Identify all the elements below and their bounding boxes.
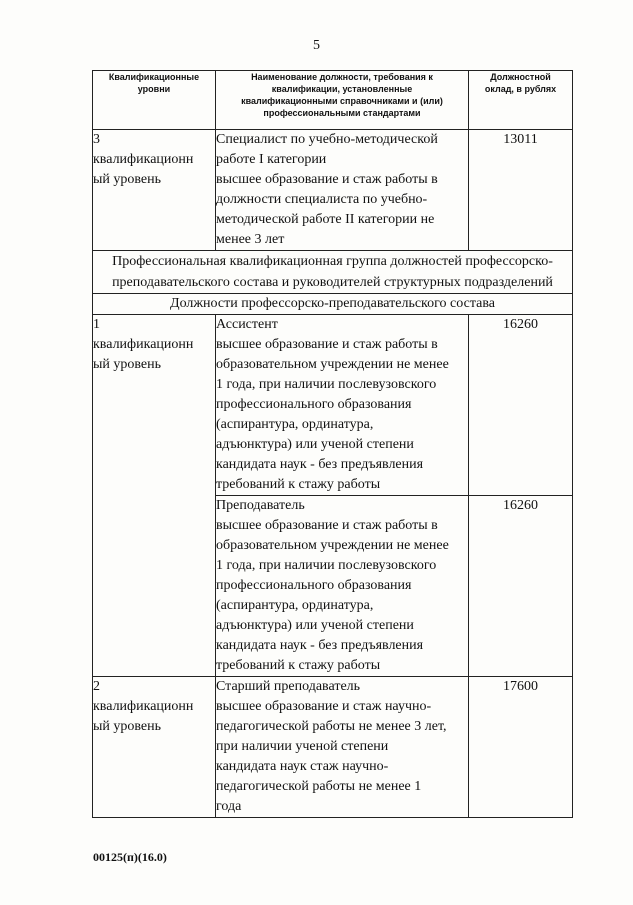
- subgroup-title: Должности профессорско-преподавательского состава: [93, 294, 573, 315]
- table-row: [93, 677, 573, 818]
- page-number: 5: [313, 38, 320, 53]
- salary-cell: 16260: [469, 496, 573, 677]
- position-description-cell: Ассистент высшее образование и стаж работы в образовательном учреждении не менее 1 года, при наличии послевузовского профессионального образования (аспирантура, ординатура, адъюнктура) или ученой степени кандидата наук - без предъявления требований к стажу работы: [216, 315, 469, 496]
- salary-cell: 13011: [469, 130, 573, 251]
- table-row: [93, 315, 573, 496]
- table-row: [93, 130, 573, 251]
- qualification-level-cell: 2 квалификационн ый уровень: [93, 677, 216, 818]
- professional-group-title: Профессиональная квалификационная группа должностей профессорско- преподавательского состава и руководителей структурных подразделений: [93, 251, 573, 294]
- header-qualification-levels: Квалификационные уровни: [93, 71, 216, 130]
- qualification-level-cell: 1 квалификационн ый уровень: [93, 315, 216, 677]
- header-position-requirements: Наименование должности, требования к квалификации, установленные квалификационными справочниками и (или) профессиональными стандартами: [216, 71, 469, 130]
- salary-cell: 16260: [469, 315, 573, 496]
- table-header-row: [93, 71, 573, 130]
- group-title-row: [93, 251, 573, 294]
- position-description-cell: Специалист по учебно-методической работе I категории высшее образование и стаж работы в должности специалиста по учебно- методической работе II категории не менее 3 лет: [216, 130, 469, 251]
- salary-cell: 17600: [469, 677, 573, 818]
- position-description-cell: Старший преподаватель высшее образование и стаж научно- педагогической работы не менее 3 лет, при наличии ученой степени кандидата наук стаж научно- педагогической работы не менее 1 года: [216, 677, 469, 818]
- salary-table: [92, 70, 573, 818]
- qualification-level-cell: 3 квалификационн ый уровень: [93, 130, 216, 251]
- subgroup-title-row: [93, 294, 573, 315]
- position-description-cell: Преподаватель высшее образование и стаж работы в образовательном учреждении не менее 1 года, при наличии послевузовского профессионального образования (аспирантура, ординатура, адъюнктура) или ученой степени кандидата наук - без предъявления требований к стажу работы: [216, 496, 469, 677]
- document-code: 00125(п)(16.0): [93, 850, 167, 864]
- header-salary: Должностной оклад, в рублях: [469, 71, 573, 130]
